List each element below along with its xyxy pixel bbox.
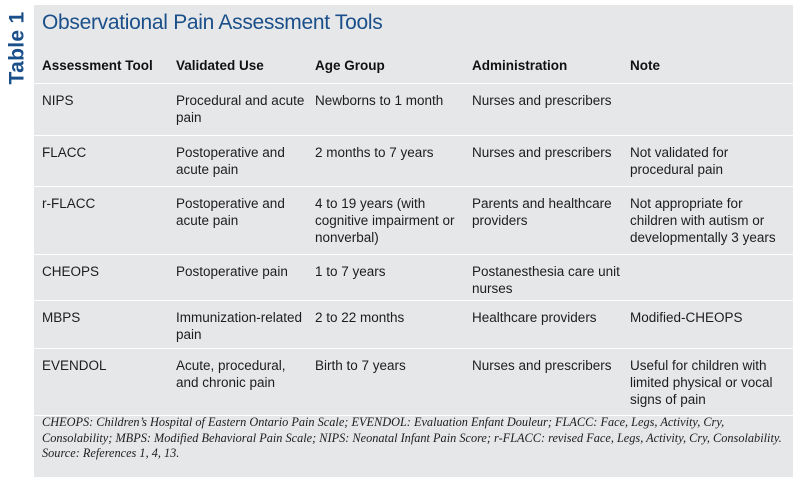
- table-title: Observational Pain Assessment Tools: [42, 11, 383, 34]
- header-age-group: Age Group: [315, 58, 385, 73]
- cell-use: Postoperative and acute pain: [176, 196, 285, 228]
- header-administration: Administration: [472, 58, 568, 73]
- table-row: [34, 187, 793, 255]
- cell-tool: CHEOPS: [42, 264, 100, 279]
- cell-admin: Parents and healthcare providers: [472, 196, 612, 228]
- cell-admin: Postanesthesia care unit nurses: [472, 264, 620, 296]
- header-assessment-tool: Assessment Tool: [42, 58, 153, 73]
- cell-age: Newborns to 1 month: [315, 93, 444, 108]
- cell-use: Postoperative and acute pain: [176, 145, 285, 177]
- cell-use: Immunization-related pain: [176, 310, 303, 342]
- cell-age: 2 to 22 months: [315, 310, 405, 325]
- table-row: [34, 255, 793, 301]
- cell-use: Procedural and acute pain: [176, 93, 305, 125]
- table-card: [34, 5, 793, 477]
- table-row: [34, 301, 793, 349]
- cell-note: Not appropriate for children with autism or developmentally 3 years: [630, 196, 776, 245]
- cell-tool: r-FLACC: [42, 196, 96, 211]
- table-row: [34, 349, 793, 416]
- cell-tool: MBPS: [42, 310, 81, 325]
- cell-use: Acute, procedural, and chronic pain: [176, 358, 286, 390]
- pain-tools-table: [34, 47, 793, 416]
- table-row: [34, 84, 793, 136]
- table-number-label: Table 1: [5, 11, 28, 85]
- cell-use: Postoperative pain: [176, 264, 288, 279]
- table-row: [34, 136, 793, 187]
- cell-note: Modified-CHEOPS: [630, 310, 743, 325]
- cell-tool: NIPS: [42, 93, 74, 108]
- cell-age: 2 months to 7 years: [315, 145, 434, 160]
- cell-note: Not validated for procedural pain: [630, 145, 729, 177]
- cell-admin: Nurses and prescribers: [472, 145, 612, 160]
- cell-tool: EVENDOL: [42, 358, 107, 373]
- cell-age: 4 to 19 years (with cognitive impairment or nonverbal): [315, 196, 455, 245]
- cell-admin: Nurses and prescribers: [472, 93, 612, 108]
- header-validated-use: Validated Use: [176, 58, 264, 73]
- cell-age: Birth to 7 years: [315, 358, 406, 373]
- cell-age: 1 to 7 years: [315, 264, 386, 279]
- cell-note: Useful for children with limited physical or vocal signs of pain: [630, 358, 773, 407]
- header-note: Note: [630, 58, 660, 73]
- cell-admin: Nurses and prescribers: [472, 358, 612, 373]
- header-row: [34, 47, 793, 84]
- cell-tool: FLACC: [42, 145, 87, 160]
- cell-admin: Healthcare providers: [472, 310, 597, 325]
- table-footnote: CHEOPS: Children’s Hospital of Eastern Ontario Pain Scale; EVENDOL: Evaluation Enfant Douleur; FLACC: Face, Legs, Activity, Cry, Consolability; MBPS: Modified Behavioral Pain Scale; NIPS: Neonatal Infant Pain Score; r-FLACC: revised Face, Legs, Activity, Cry, Consolability. Source: References 1, 4, 13.: [42, 415, 782, 460]
